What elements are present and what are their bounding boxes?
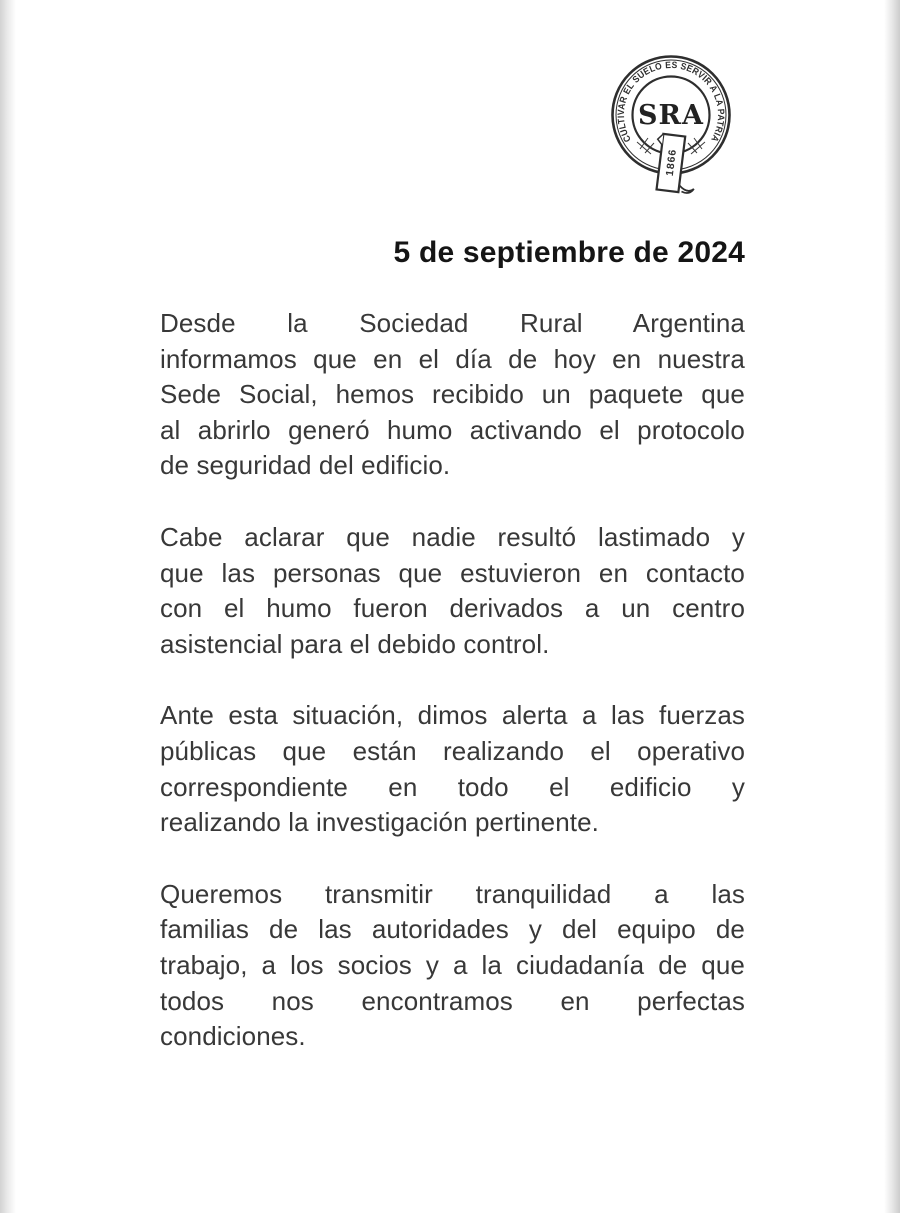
logo-year-text: 1866 [663,148,680,177]
paragraph [160,877,745,1055]
sra-crest-logo [604,50,738,198]
paragraph-line: trabajo, a los socios y a la ciudadanía de que [160,949,745,980]
page-edge-shadow-left [0,0,16,1213]
paragraph-line: que las personas que estuvieron en contacto [160,557,745,588]
paragraph-line: correspondiente en todo el edificio y [160,771,745,802]
logo-acronym-text: SRA [638,100,704,131]
logo-motto-text: CULTIVAR EL SUELO ES SERVIR A LA PATRIA [615,59,727,145]
paragraph-line: familias de las autoridades y del equipo de [160,914,745,945]
paragraph-line: realizando la investigación pertinente. [160,807,599,838]
paragraph-line: informamos que en el día de hoy en nuestra [160,343,745,374]
paragraph-line: públicas que están realizando el operativo [160,735,745,766]
paragraph-line: al abrirlo generó humo activando el protocolo [160,414,745,445]
document-date: 5 de septiembre de 2024 [393,236,745,269]
paragraph-line: Sede Social, hemos recibido un paquete que [160,379,745,410]
paragraph-line: con el humo fueron derivados a un centro [160,593,745,624]
paragraph-line: Queremos transmitir tranquilidad a las [160,878,745,909]
paragraph-line: asistencial para el debido control. [160,628,550,659]
document-body [160,306,745,1091]
paragraph [160,306,745,484]
paragraph-line: Ante esta situación, dimos alerta a las fuerzas [160,700,745,731]
paragraph [160,520,745,662]
paragraph-line: Desde la Sociedad Rural Argentina [160,308,745,338]
sra-crest-icon [604,50,738,198]
paragraph-line: condiciones. [160,1021,306,1052]
page-edge-shadow-right [884,0,900,1213]
paragraph-line: todos nos encontramos en perfectas [160,985,745,1016]
paragraph [160,698,745,840]
paragraph-line: Cabe aclarar que nadie resultó lastimado y [160,521,745,552]
paragraph-line: de seguridad del edificio. [160,450,451,481]
